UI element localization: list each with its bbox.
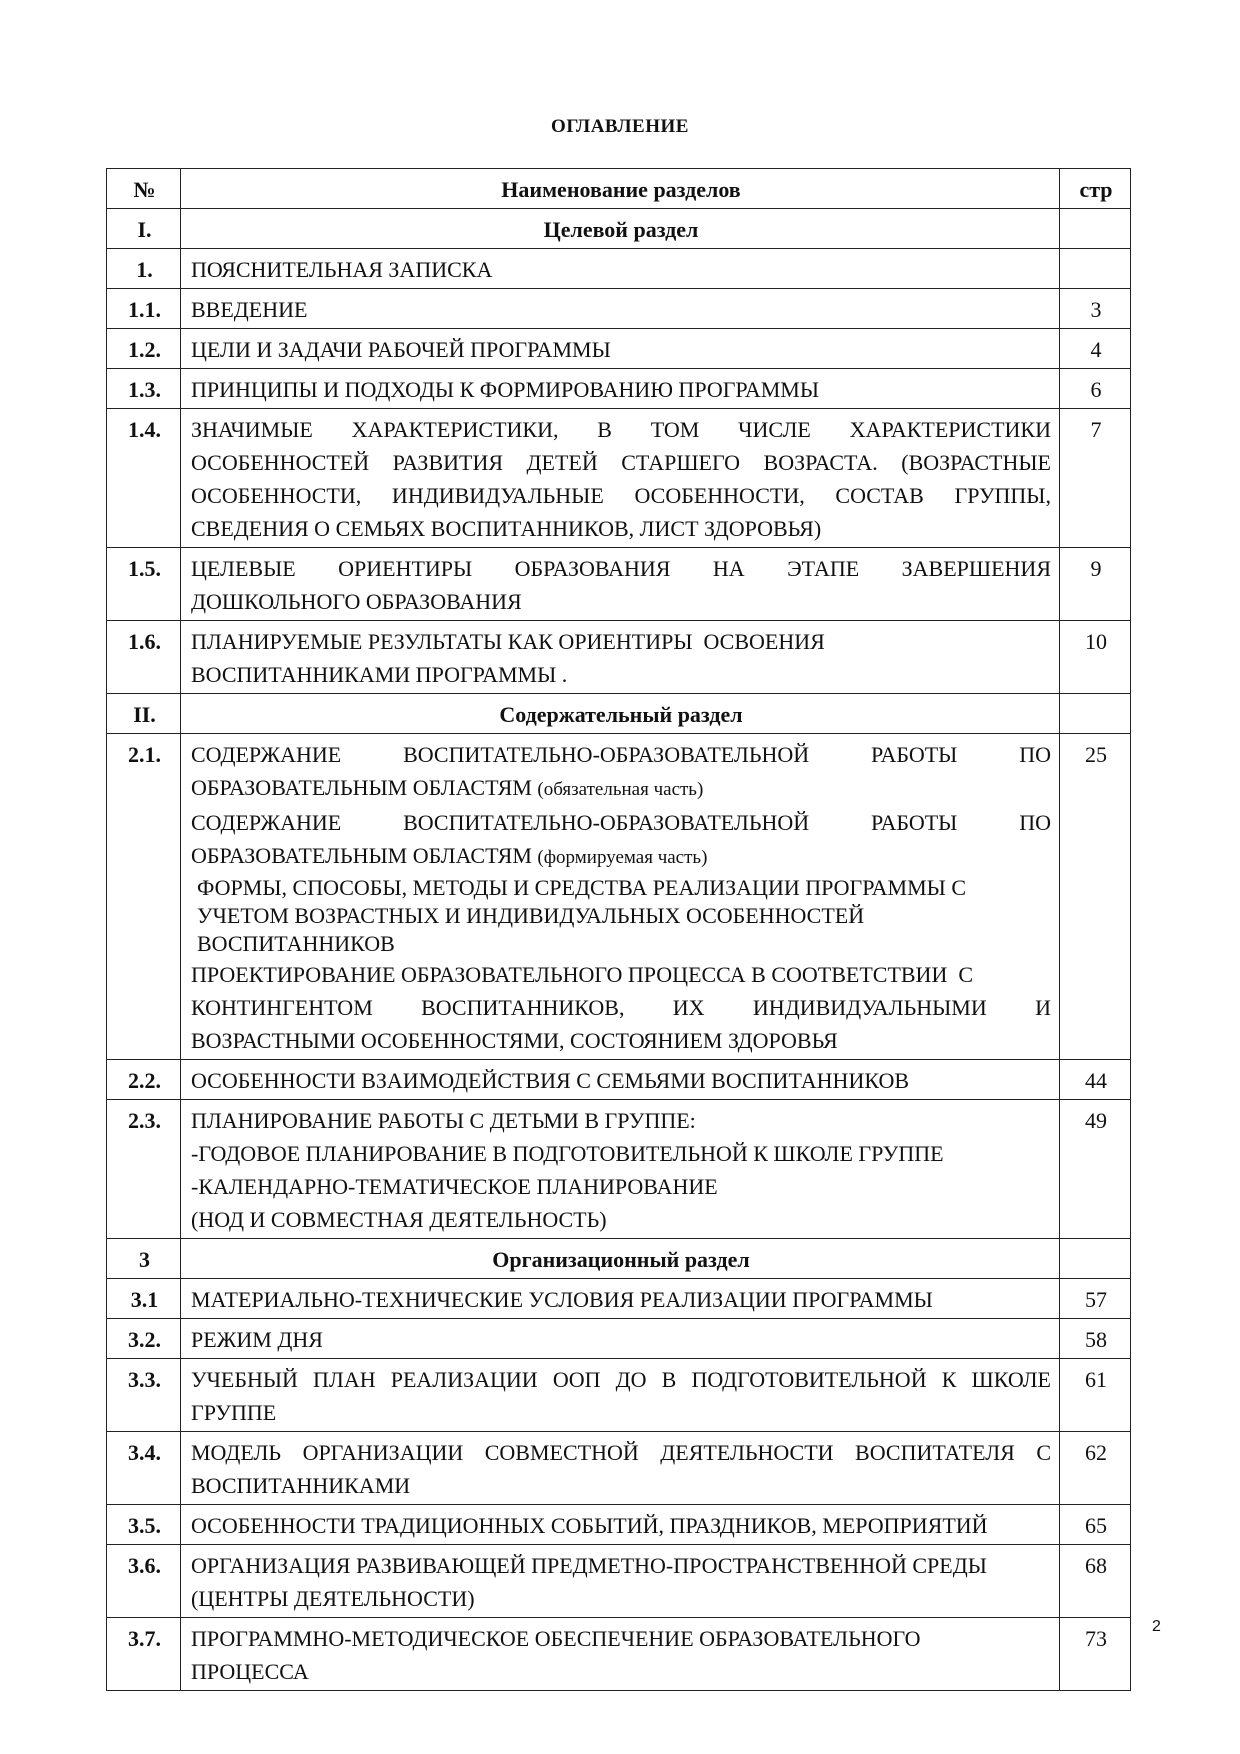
row-title: ВВЕДЕНИЕ <box>181 289 1060 329</box>
row-page: 7 <box>1060 409 1131 548</box>
row-num: 1.2. <box>107 329 181 369</box>
row-page: 3 <box>1060 289 1131 329</box>
row-num: 1.6. <box>107 621 181 694</box>
row-title-line: ОСОБЕННОСТЕЙ РАЗВИТИЯ ДЕТЕЙ СТАРШЕГО ВОЗРАСТА. (ВОЗРАСТНЫЕ <box>191 450 1051 475</box>
section-num: I. <box>107 209 181 249</box>
row-num: 3.5. <box>107 1505 181 1545</box>
row-title-note: (формируемая часть) <box>537 847 708 868</box>
row-title: ПОЯСНИТЕЛЬНАЯ ЗАПИСКА <box>181 249 1060 289</box>
row-title: ПРИНЦИПЫ И ПОДХОДЫ К ФОРМИРОВАНИЮ ПРОГРАММЫ <box>181 369 1060 409</box>
header-name: Наименование разделов <box>181 169 1060 209</box>
row-title <box>181 621 1060 694</box>
page-number: 2 <box>1152 1618 1161 1635</box>
row-title: ОСОБЕННОСТИ ВЗАИМОДЕЙСТВИЯ С СЕМЬЯМИ ВОСПИТАННИКОВ <box>181 1060 1060 1100</box>
row-page: 6 <box>1060 369 1131 409</box>
table-row <box>107 1505 1131 1545</box>
section-row-1 <box>107 209 1131 249</box>
section-title: Целевой раздел <box>181 209 1060 249</box>
row-title-line: ДОШКОЛЬНОГО ОБРАЗОВАНИЯ <box>191 589 522 614</box>
table-row <box>107 409 1131 548</box>
table-row <box>107 1545 1131 1618</box>
row-page: 4 <box>1060 329 1131 369</box>
row-page <box>1060 249 1131 289</box>
row-title-line <box>191 771 1051 806</box>
row-page: 25 <box>1060 734 1131 1060</box>
row-title-line: УЧЕТОМ ВОЗРАСТНЫХ И ИНДИВИДУАЛЬНЫХ ОСОБЕННОСТЕЙ <box>197 903 865 928</box>
row-num: 1.3. <box>107 369 181 409</box>
toc-table <box>106 168 1131 1691</box>
table-row <box>107 1432 1131 1505</box>
section-page <box>1060 694 1131 734</box>
row-title <box>181 548 1060 621</box>
row-page: 10 <box>1060 621 1131 694</box>
row-title-line: КОНТИНГЕНТОМ ВОСПИТАННИКОВ, ИХ ИНДИВИДУАЛЬНЫМИ И <box>191 995 1051 1020</box>
row-title: ОСОБЕННОСТИ ТРАДИЦИОННЫХ СОБЫТИЙ, ПРАЗДНИКОВ, МЕРОПРИЯТИЙ <box>181 1505 1060 1545</box>
row-title-line: ЦЕЛЕВЫЕ ОРИЕНТИРЫ ОБРАЗОВАНИЯ НА ЭТАПЕ ЗАВЕРШЕНИЯ <box>191 556 1051 581</box>
row-page: 49 <box>1060 1100 1131 1239</box>
row-title-line: ПРОЕКТИРОВАНИЕ ОБРАЗОВАТЕЛЬНОГО ПРОЦЕССА В СООТВЕТСТВИИ С <box>191 962 973 987</box>
row-num: 2.3. <box>107 1100 181 1239</box>
table-row <box>107 1279 1131 1319</box>
row-title-text: ОБРАЗОВАТЕЛЬНЫМ ОБЛАСТЯМ <box>191 843 532 868</box>
row-title-line <box>191 839 1051 874</box>
row-title-line: ВОСПИТАННИКАМИ <box>191 1473 411 1498</box>
section-title: Содержательный раздел <box>181 694 1060 734</box>
row-title-line: МОДЕЛЬ ОРГАНИЗАЦИИ СОВМЕСТНОЙ ДЕЯТЕЛЬНОСТИ ВОСПИТАТЕЛЯ С <box>191 1440 1051 1465</box>
row-title-line: ФОРМЫ, СПОСОБЫ, МЕТОДЫ И СРЕДСТВА РЕАЛИЗАЦИИ ПРОГРАММЫ С <box>197 875 967 900</box>
row-title <box>181 1359 1060 1432</box>
row-title <box>181 409 1060 548</box>
table-row <box>107 369 1131 409</box>
table-row <box>107 249 1131 289</box>
row-num: 2.1. <box>107 734 181 1060</box>
row-page: 65 <box>1060 1505 1131 1545</box>
row-title-line: -ГОДОВОЕ ПЛАНИРОВАНИЕ В ПОДГОТОВИТЕЛЬНОЙ К ШКОЛЕ ГРУППЕ <box>191 1141 944 1166</box>
row-title-line: СВЕДЕНИЯ О СЕМЬЯХ ВОСПИТАННИКОВ, ЛИСТ ЗДОРОВЬЯ) <box>191 516 822 541</box>
section-row-2 <box>107 694 1131 734</box>
table-row <box>107 1359 1131 1432</box>
row-title-line: ВОСПИТАННИКОВ <box>197 931 395 956</box>
table-row <box>107 1618 1131 1691</box>
row-page: 62 <box>1060 1432 1131 1505</box>
row-title-line: УЧЕБНЫЙ ПЛАН РЕАЛИЗАЦИИ ООП ДО В ПОДГОТОВИТЕЛЬНОЙ К ШКОЛЕ <box>191 1367 1051 1392</box>
row-title-line: ГРУППЕ <box>191 1400 277 1425</box>
row-num: 1. <box>107 249 181 289</box>
row-title: ЦЕЛИ И ЗАДАЧИ РАБОЧЕЙ ПРОГРАММЫ <box>181 329 1060 369</box>
row-page: 73 <box>1060 1618 1131 1691</box>
table-row <box>107 329 1131 369</box>
table-header-row <box>107 169 1131 209</box>
row-num: 3.4. <box>107 1432 181 1505</box>
section-num: 3 <box>107 1239 181 1279</box>
row-num: 3.6. <box>107 1545 181 1618</box>
row-title <box>181 1618 1060 1691</box>
table-row <box>107 289 1131 329</box>
row-title-line: СОДЕРЖАНИЕ ВОСПИТАТЕЛЬНО-ОБРАЗОВАТЕЛЬНОЙ РАБОТЫ ПО <box>191 810 1051 835</box>
row-title-line: ЗНАЧИМЫЕ ХАРАКТЕРИСТИКИ, В ТОМ ЧИСЛЕ ХАРАКТЕРИСТИКИ <box>191 417 1051 442</box>
row-page: 44 <box>1060 1060 1131 1100</box>
section-num: II. <box>107 694 181 734</box>
row-num: 1.5. <box>107 548 181 621</box>
row-title-line: ВОЗРАСТНЫМИ ОСОБЕННОСТЯМИ, СОСТОЯНИЕМ ЗДОРОВЬЯ <box>191 1028 838 1053</box>
row-num: 3.7. <box>107 1618 181 1691</box>
row-num: 1.1. <box>107 289 181 329</box>
row-num: 3.2. <box>107 1319 181 1359</box>
row-title-line: ПЛАНИРУЕМЫЕ РЕЗУЛЬТАТЫ КАК ОРИЕНТИРЫ ОСВОЕНИЯ <box>191 629 825 654</box>
table-row <box>107 621 1131 694</box>
table-row <box>107 548 1131 621</box>
row-page: 58 <box>1060 1319 1131 1359</box>
row-title-line: ВОСПИТАННИКАМИ ПРОГРАММЫ . <box>191 662 568 687</box>
row-page: 57 <box>1060 1279 1131 1319</box>
header-num: № <box>107 169 181 209</box>
row-title <box>181 1432 1060 1505</box>
row-page: 61 <box>1060 1359 1131 1432</box>
header-page: стр <box>1060 169 1131 209</box>
row-num: 1.4. <box>107 409 181 548</box>
row-title-line: (ЦЕНТРЫ ДЕЯТЕЛЬНОСТИ) <box>191 1586 475 1611</box>
row-title-line: ПЛАНИРОВАНИЕ РАБОТЫ С ДЕТЬМИ В ГРУППЕ: <box>191 1108 696 1133</box>
row-title <box>181 1545 1060 1618</box>
page-title: ОГЛАВЛЕНИЕ <box>551 116 689 137</box>
section-page <box>1060 209 1131 249</box>
table-row <box>107 734 1131 1060</box>
row-title-line: ПРОЦЕССА <box>191 1659 309 1684</box>
row-title-line: ПРОГРАММНО-МЕТОДИЧЕСКОЕ ОБЕСПЕЧЕНИЕ ОБРАЗОВАТЕЛЬНОГО <box>191 1626 921 1651</box>
row-title <box>181 734 1060 1060</box>
table-row <box>107 1319 1131 1359</box>
row-num: 2.2. <box>107 1060 181 1100</box>
row-page: 68 <box>1060 1545 1131 1618</box>
row-title-line: ОСОБЕННОСТИ, ИНДИВИДУАЛЬНЫЕ ОСОБЕННОСТИ, СОСТАВ ГРУППЫ, <box>191 483 1051 508</box>
row-title-line: (НОД И СОВМЕСТНАЯ ДЕЯТЕЛЬНОСТЬ) <box>191 1207 607 1232</box>
row-title: РЕЖИМ ДНЯ <box>181 1319 1060 1359</box>
row-num: 3.1 <box>107 1279 181 1319</box>
row-num: 3.3. <box>107 1359 181 1432</box>
table-row <box>107 1060 1131 1100</box>
row-page: 9 <box>1060 548 1131 621</box>
row-title-text: ОБРАЗОВАТЕЛЬНЫМ ОБЛАСТЯМ <box>191 775 532 800</box>
row-title-line: СОДЕРЖАНИЕ ВОСПИТАТЕЛЬНО-ОБРАЗОВАТЕЛЬНОЙ РАБОТЫ ПО <box>191 742 1051 767</box>
row-title-note: (обязательная часть) <box>537 779 704 800</box>
row-title-line: -КАЛЕНДАРНО-ТЕМАТИЧЕСКОЕ ПЛАНИРОВАНИЕ <box>191 1174 718 1199</box>
table-row <box>107 1100 1131 1239</box>
section-row-3 <box>107 1239 1131 1279</box>
row-title: МАТЕРИАЛЬНО-ТЕХНИЧЕСКИЕ УСЛОВИЯ РЕАЛИЗАЦИИ ПРОГРАММЫ <box>181 1279 1060 1319</box>
section-title: Организационный раздел <box>181 1239 1060 1279</box>
row-title <box>181 1100 1060 1239</box>
row-title-line: ОРГАНИЗАЦИЯ РАЗВИВАЮЩЕЙ ПРЕДМЕТНО-ПРОСТРАНСТВЕННОЙ СРЕДЫ <box>191 1553 987 1578</box>
section-page <box>1060 1239 1131 1279</box>
